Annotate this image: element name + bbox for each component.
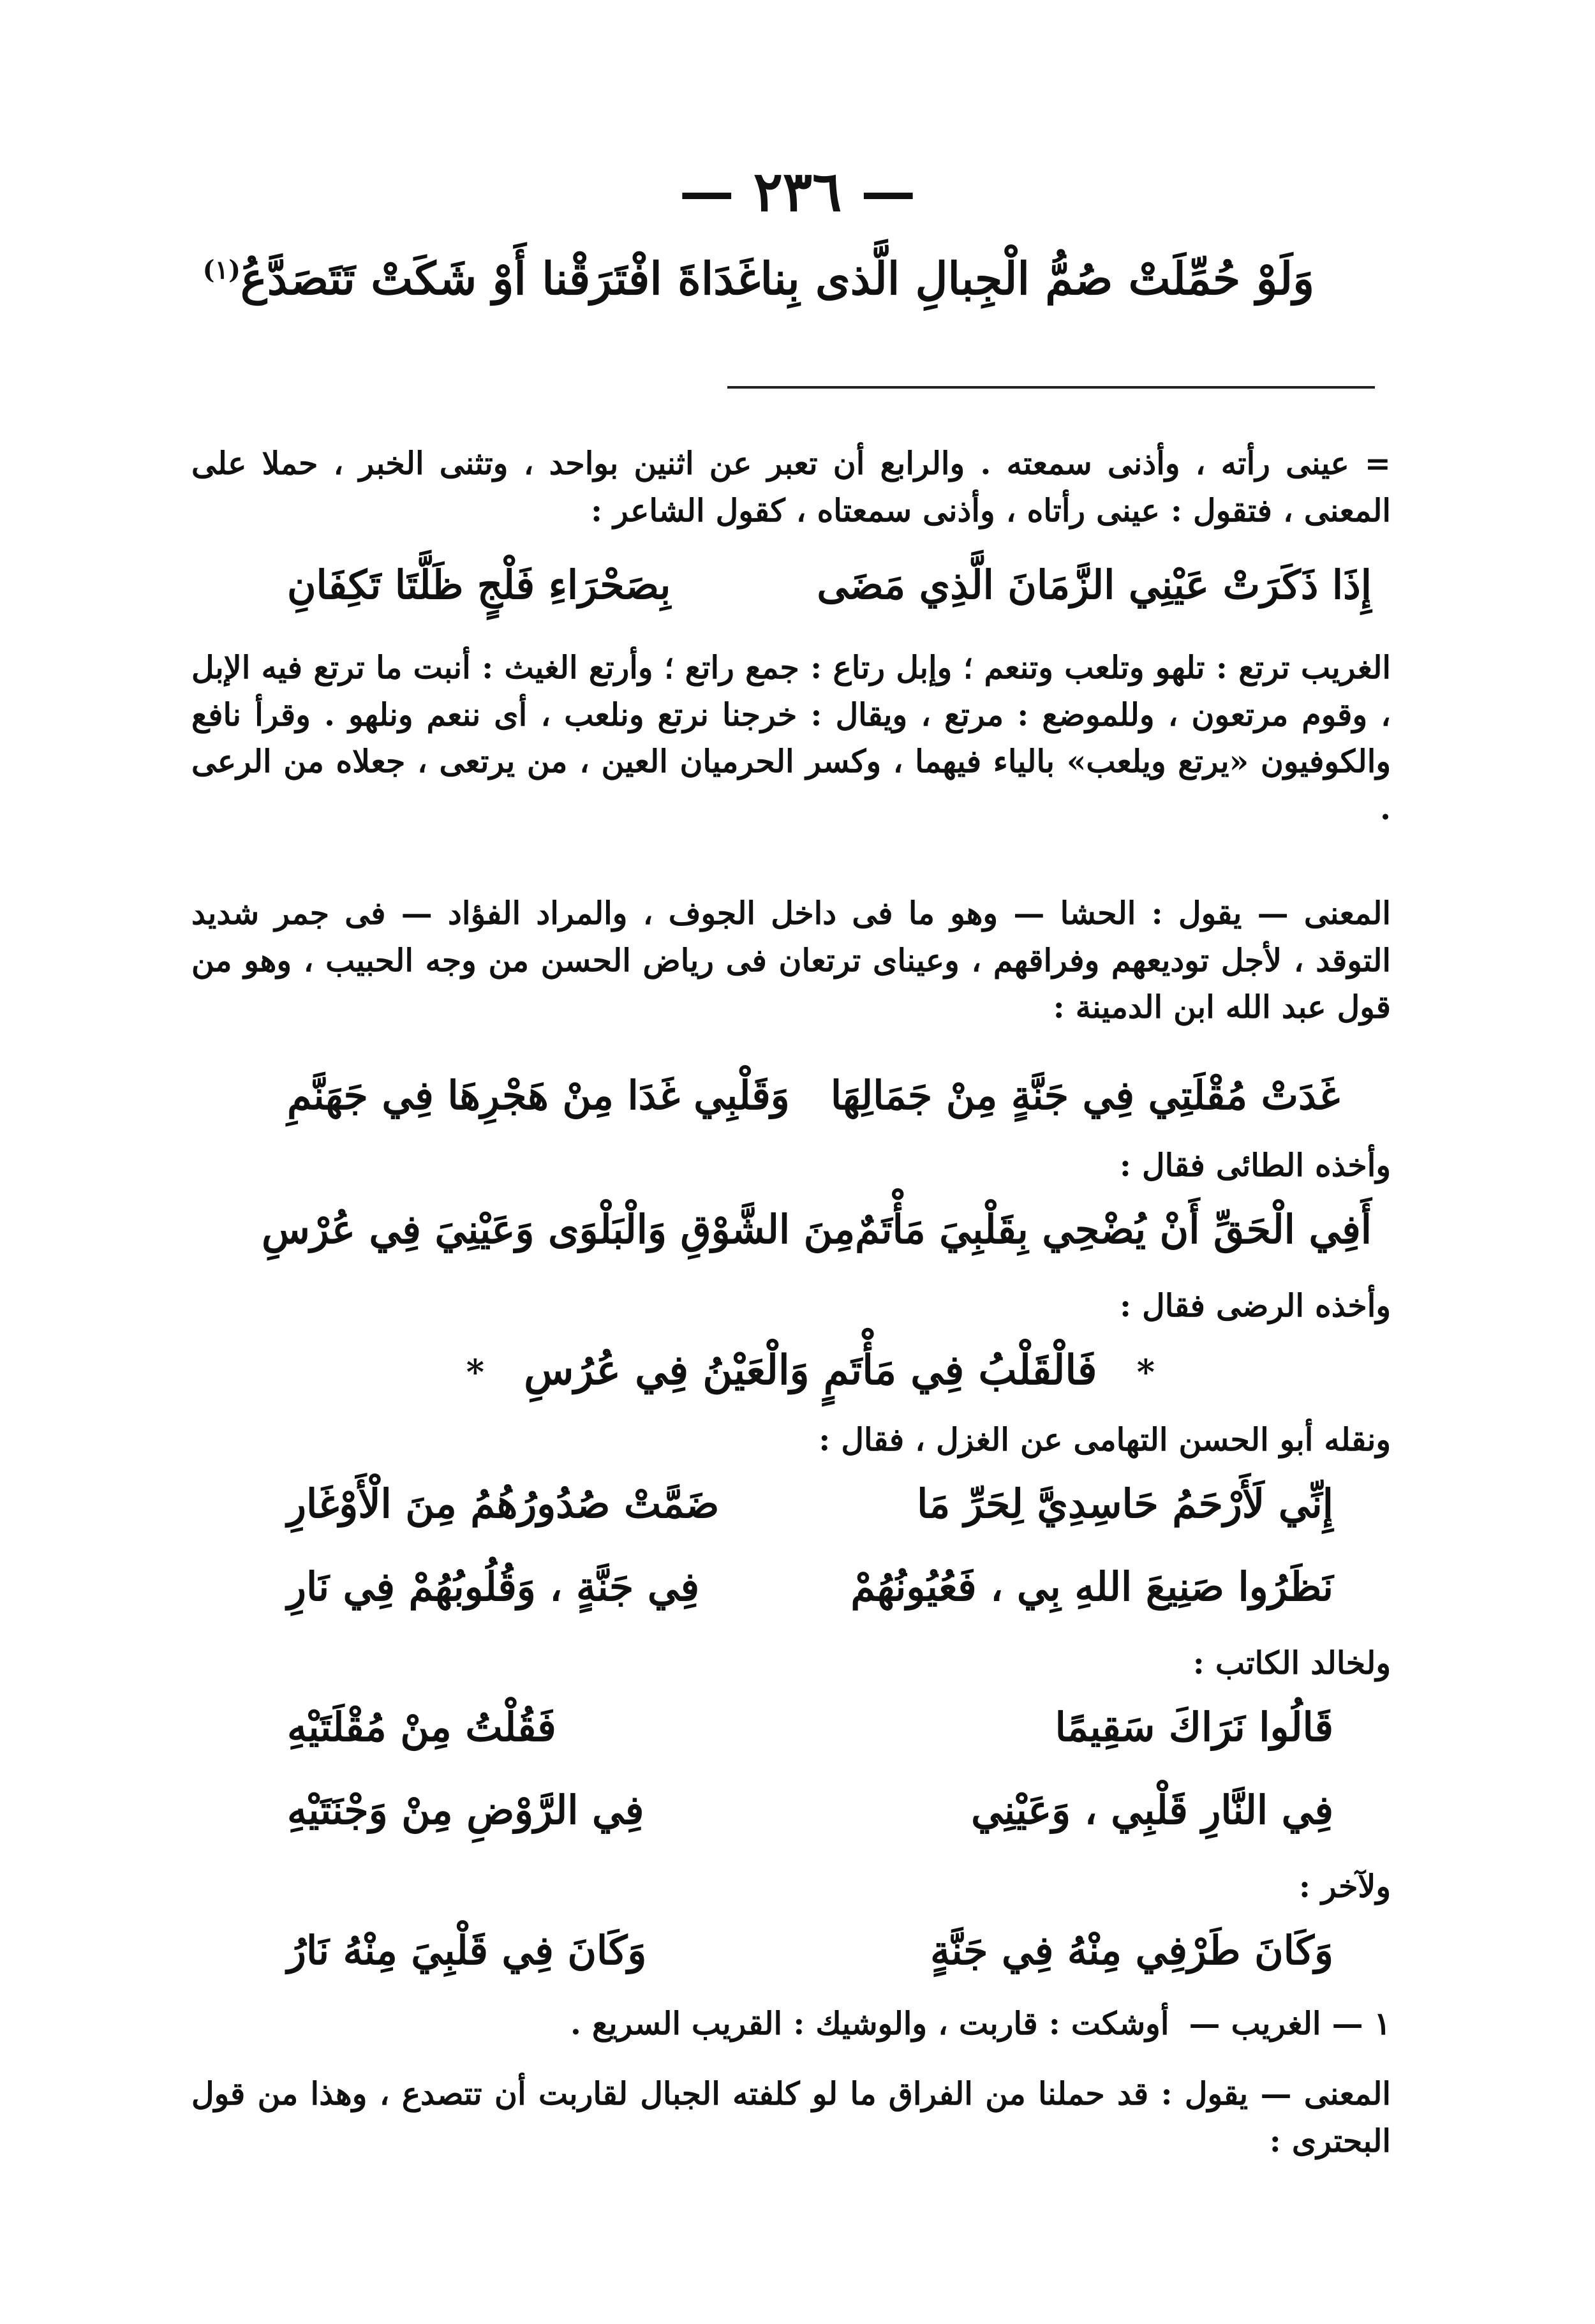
- verse: [287, 1927, 1333, 1974]
- paragraph: وأخذه الطائى فقال :: [1119, 1147, 1391, 1184]
- paragraph-text: أوشكت : قاربت ، والوشيك : القريب السريع .: [570, 2005, 1169, 2042]
- half-verse: [466, 1346, 1155, 1394]
- paragraph-text: ترتع : تلهو وتلعب وتنعم ؛ وإبل رتاع : جمع راتع ؛ وأرتع الغيث : أنبت ما ترتع فيه الإبل ، وقوم مرتعون ، وللموضع : مرتع ، ويقال : خرجنا نرتع ونلعب ، أى ننعم ونلهو . وقرأ نافع والكوفيون «يرتع ويلعب» بالياء فيهما ، وكسر الحرميان العين ، من يرتعى ، جعلاه من الرعى .: [191, 649, 1391, 827]
- star-ornament: *: [466, 1352, 484, 1392]
- half-verse-text: فَالْقَلْبُ فِي مَأْتَمٍ وَالْعَيْنُ فِي عُرُسِ: [524, 1346, 1097, 1394]
- verse: [262, 1206, 1372, 1253]
- section-lead: الغريب: [1301, 649, 1391, 686]
- footnote-divider: [727, 386, 1375, 389]
- verse: [287, 1480, 1333, 1527]
- verse-hemistich-left: فَقُلْتُ مِنْ مُقْلَتَيْهِ: [287, 1704, 556, 1750]
- paragraph: ولآخر :: [1298, 1868, 1391, 1905]
- verse: [287, 1704, 1333, 1750]
- verse-hemistich-left: وَقَلْبِي غَدَا مِنْ هَجْرِهَا فِي جَهَنَّمِ: [287, 1072, 790, 1119]
- verse-hemistich-left: ضَمَّتْ صُدُورُهُمُ مِنَ الْأَوْغَارِ: [287, 1480, 720, 1527]
- verse-hemistich-right: إِذَا ذَكَرَتْ عَيْنِي الزَّمَانَ الَّذِي مَضَى: [817, 562, 1372, 608]
- verse-hemistich-right: نَظَرُوا صَنِيعَ اللهِ بِي ، فَعُيُونُهُمْ: [850, 1563, 1333, 1610]
- paragraph: وأخذه الرضى فقال :: [1120, 1287, 1391, 1324]
- page-number: — ٢٣٦ —: [679, 160, 916, 224]
- verse: [287, 562, 1372, 608]
- verse-hemistich-left: مِنَ الشَّوْقِ وَالْبَلْوَى وَعَيْنِيَ فِي عُرْسِ: [262, 1206, 856, 1253]
- verse-hemistich-left-text: غَدَاةَ افْتَرَقْنا أَوْ شَكَتْ تَتَصَدَّعُ: [241, 252, 760, 305]
- footnote: [191, 2000, 1391, 2048]
- paragraph: ولخالد الكاتب :: [1192, 1644, 1391, 1681]
- verse: [287, 1563, 1333, 1610]
- paragraph-text: يقول : الحشا — وهو ما فى داخل الجوف ، والمراد الفؤاد — فى جمر شديد التوقد ، لأجل توديعهم وفراقهم ، وعيناى ترتعان فى رياض الحسن من وجه الحبيب ، وهو من قول عبد الله ابن الدمينة :: [191, 895, 1391, 1025]
- verse-hemistich-right: فِي النَّارِ قَلْبِي ، وَعَيْنِي: [971, 1787, 1333, 1833]
- verse-hemistich-right: غَدَتْ مُقْلَتِي فِي جَنَّةٍ مِنْ جَمَالِهَا: [830, 1072, 1340, 1119]
- paragraph: [191, 644, 1391, 832]
- verse-hemistich-right: وَلَوْ حُمِّلَتْ صُمُّ الْجِبالِ الَّذى بِنا: [760, 252, 1314, 305]
- verse-hemistich-left: وَكَانَ فِي قَلْبِيَ مِنْهُ نَارُ: [287, 1927, 647, 1974]
- verse-hemistich-left: [203, 252, 760, 305]
- star-ornament: *: [1136, 1352, 1155, 1392]
- footnote: [191, 2071, 1391, 2164]
- paragraph-text: يقول : قد حملنا من الفراق ما لو كلفته الجبال لقاربت أن تتصدع ، وهذا من قول البحترى :: [191, 2075, 1391, 2159]
- section-lead: ١ — الغريب —: [1189, 2005, 1391, 2042]
- verse-hemistich-left: فِي جَنَّةٍ ، وَقُلُوبُهُمْ فِي نَارِ: [287, 1563, 700, 1610]
- verse-hemistich-right: قَالُوا نَرَاكَ سَقِيمًا: [1055, 1704, 1333, 1750]
- verse: [287, 1072, 1340, 1119]
- verse-hemistich-right: وَكَانَ طَرْفِي مِنْهُ فِي جَنَّةٍ: [930, 1927, 1333, 1974]
- verse: [287, 1787, 1333, 1833]
- section-lead: المعنى —: [1257, 895, 1391, 932]
- paragraph: = عينى رأته ، وأذنى سمعته . والرابع أن تعبر عن اثنين بواحد ، وتثنى الخبر ، حملا على المعنى ، فتقول : عينى رأتاه ، وأذنى سمعتاه ، كقول الشاعر :: [191, 445, 1391, 529]
- footnote-marker: (١): [202, 255, 241, 285]
- verse-hemistich-right: إِنِّي لَأَرْحَمُ حَاسِدِيَّ لِحَرِّ مَا: [917, 1480, 1333, 1527]
- paragraph: ونقله أبو الحسن التهامى عن الغزل ، فقال :: [819, 1421, 1391, 1458]
- verse-hemistich-right: أَفِي الْحَقِّ أَنْ يُضْحِي بِقَلْبِيَ مَأْتَمٌ: [855, 1206, 1372, 1253]
- section-lead: المعنى —: [1260, 2075, 1391, 2112]
- verse-hemistich-left: بِصَحْرَاءِ فَلْجٍ ظَلَّتَا تَكِفَانِ: [287, 562, 671, 608]
- paragraph: [191, 890, 1391, 1031]
- top-verse: [202, 252, 1314, 305]
- verse-hemistich-left: فِي الرَّوْضِ مِنْ وَجْنَتَيْهِ: [287, 1787, 644, 1833]
